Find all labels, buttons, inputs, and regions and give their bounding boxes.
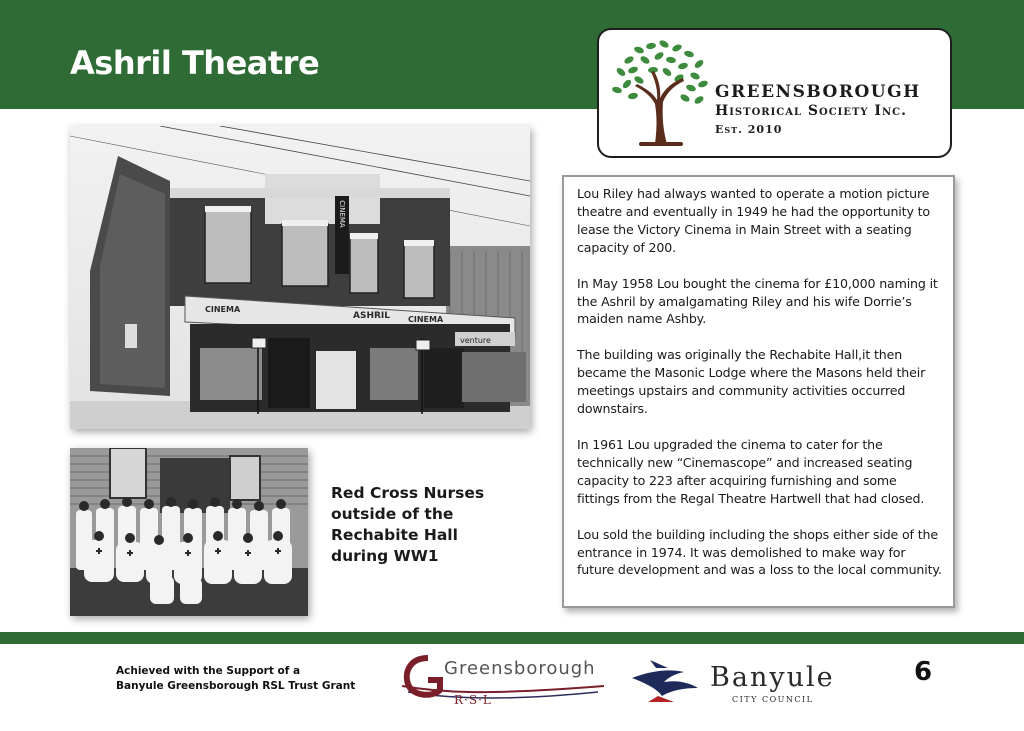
- historical-society-logo: [597, 28, 952, 158]
- support-line-2: Banyule Greensborough RSL Trust Grant: [116, 680, 356, 692]
- awning-sign-right: CINEMA: [408, 315, 444, 324]
- support-line-1: Achieved with the Support of a: [116, 665, 301, 677]
- paragraph-2: In May 1958 Lou bought the cinema for £10,000 naming it the Ashril by amalgamating Riley and his wife Dorrie’s maiden name Ashby.: [577, 275, 938, 327]
- council-name: Banyule: [710, 662, 835, 693]
- nurses-photo-caption: Red Cross Nurses outside of the Rechabite Hall during WW1: [331, 484, 485, 565]
- paragraph-3: The building was originally the Rechabite Hall,it then became the Masonic Lodge where the Masons held their meetings upstairs and community activities occurred downstairs.: [577, 347, 926, 417]
- tree-icon: [609, 38, 711, 148]
- council-subtitle: CITY COUNCIL: [732, 695, 814, 704]
- red-cross-nurses-photo: [70, 448, 308, 616]
- logo-title: GREENSBOROUGH: [715, 82, 921, 102]
- vertical-cinema-sign: CINEMA: [338, 200, 346, 228]
- footer-band: [0, 632, 1024, 644]
- logo-established: Est. 2010: [715, 123, 783, 136]
- ashril-theatre-photo: [70, 126, 530, 429]
- history-text-box: [562, 175, 955, 608]
- page-title: Ashril Theatre: [70, 44, 320, 82]
- paragraph-1: Lou Riley had always wanted to operate a motion picture theatre and eventually in 1949 he had the opportunity to lease the Victory Cinema in Main Street with a seating capacity of 200.: [577, 186, 930, 255]
- page-number: 6: [914, 657, 933, 687]
- rsl-logo-title: Greensborough: [444, 658, 596, 679]
- rsl-logo-subtitle: R·S·L: [454, 693, 492, 707]
- awning-sign-center: ASHRIL: [353, 311, 390, 321]
- banyule-council-logo: [628, 650, 838, 710]
- shop-sign: venture: [460, 336, 491, 345]
- awning-sign-left: CINEMA: [205, 305, 241, 314]
- support-acknowledgement: [116, 664, 355, 694]
- greensborough-rsl-logo: [398, 652, 610, 708]
- paragraph-5: Lou sold the building including the shops either side of the entrance in 1974. It was demolished to make way for future development and was a loss to the local community.: [577, 526, 942, 578]
- logo-subtitle: Historical Society Inc.: [715, 103, 907, 119]
- paragraph-4: In 1961 Lou upgraded the cinema to cater for the technically new “Cinemascope” and increased seating capacity to 223 after acquiring furnishing and some fittings from the Regal Theatre Hartwell that had closed.: [577, 436, 925, 506]
